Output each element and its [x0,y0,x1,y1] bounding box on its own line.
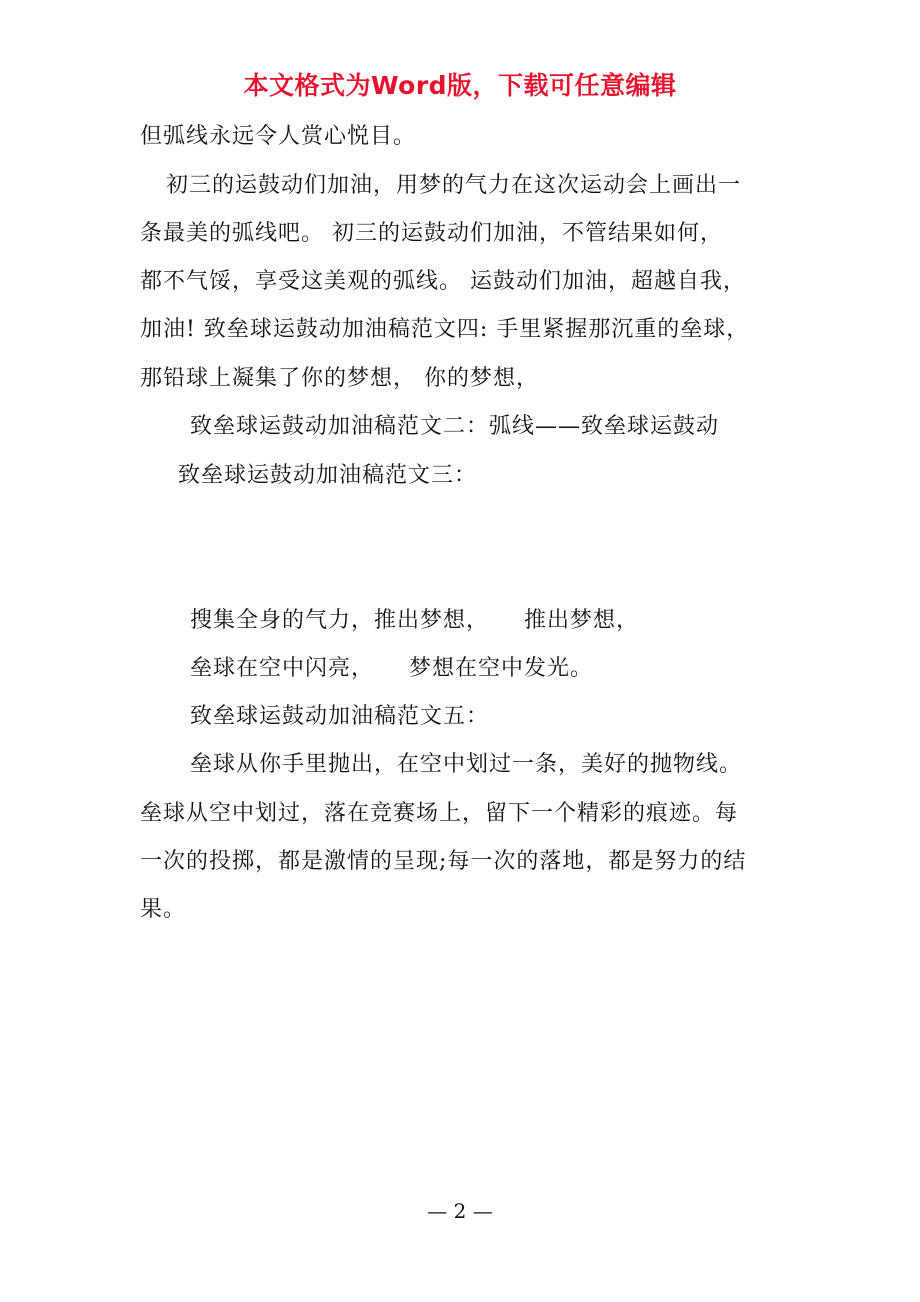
body-line: 致垒球运鼓动加油稿范文五： [190,704,490,729]
body-line: 但弧线永远令人赏心悦目。 [140,124,417,149]
body-line: 那铅球上凝集了你的梦想， 你的梦想， [140,366,539,391]
page-number: — 2 — [427,1199,493,1223]
body-line: 致垒球运鼓动加油稿范文三： [178,463,478,488]
body-line: 都不气馁，享受这美观的弧线。 运鼓动们加油，超越自我， [140,269,746,294]
body-line: 一次的投掷，都是激情的呈现;每一次的落地，都是努力的结 [140,849,747,874]
body-line: 加油! 致垒球运鼓动加油稿范文四: 手里紧握那沉重的垒球， [140,317,750,342]
document-header-title: 本文格式为Word版，下载可任意编辑 [243,71,677,100]
body-line: 垒球从空中划过，落在竞赛场上，留下一个精彩的痕迹。每 [140,801,739,826]
body-line: 搜集全身的气力，推出梦想， 推出梦想， [190,608,640,633]
body-line: 初三的运鼓动们加油，用梦的气力在这次运动会上画出一 [166,173,742,198]
body-line: 垒球在空中闪亮， 梦想在空中发光。 [190,656,594,681]
body-line: 垒球从你手里抛出，在空中划过一条，美好的抛物线。 [190,752,743,777]
body-line: 条最美的弧线吧。 初三的运鼓动们加油，不管结果如何， [140,221,723,246]
body-line: 致垒球运鼓动加油稿范文二：弧线——致垒球运鼓动 [190,414,720,439]
body-line: 果。 [140,897,187,922]
